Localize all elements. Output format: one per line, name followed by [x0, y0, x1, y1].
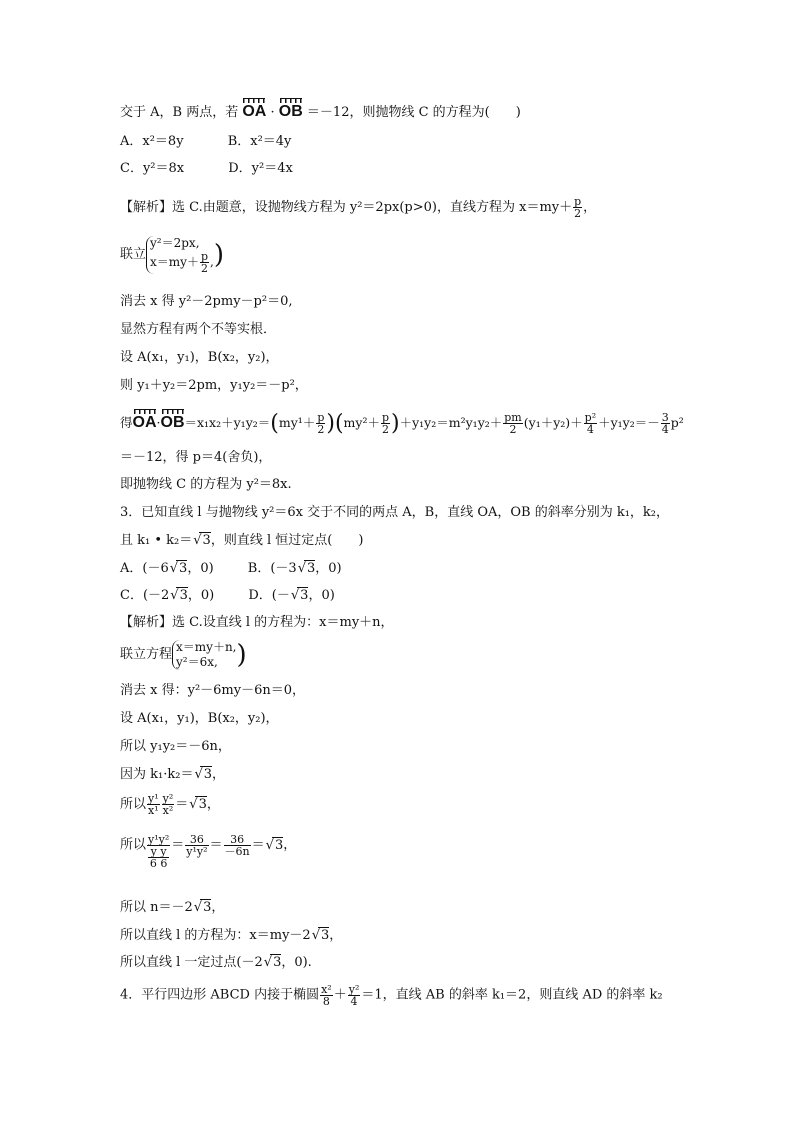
q3-solution-intro: 【解析】选 C.设直线 l 的方程为：x＝my＋n， [120, 615, 394, 630]
q2-solution-intro: 【解析】选 C.由题意，设抛物线方程为 y²＝2px(p>0)，直线方程为 x＝my＋ $\frac{p}{2}$ ， [120, 195, 597, 220]
q3-because: 因为 k₁·k₂＝√ 3， [120, 766, 225, 783]
q2-stem: 交于 A，B 两点，若 OA · OB ＝－12，则抛物线 C 的方程为( ) [120, 103, 521, 120]
q3-line-equation: 所以直线 l 的方程为：x＝my－2√ 3， [120, 927, 342, 944]
q2-system: 联立 y²＝2px, x＝my＋ $\frac{p}{2}$ , ) [120, 236, 224, 275]
q3-slope-product: 所以 $\frac{\text{y¹}}{\text{x¹}}$ $\frac{\text{y²}}{\text{x²}}$ ＝√ 3， [120, 793, 220, 816]
q4-stem: 4．平行四边形 ABCD 内接于椭圆 $\frac{\text{x²}}{8}$ ＋ $\frac{\text{y²}}{4}$ ＝1，直线 AB 的斜率 k₁＝2，则直线 AD 的斜率 k₂ [120, 983, 663, 1008]
option-d: D．(－√ 3，0) [248, 588, 334, 603]
option-a: A．x²＝8y [120, 134, 184, 149]
q3-options-row2 [120, 587, 335, 604]
q2-result: ＝－12，得 p＝4(舍负)， [120, 450, 272, 465]
q3-n-result: 所以 n＝－2√ 3， [120, 899, 224, 916]
q2-set-points: 设 A(x₁，y₁)，B(x₂，y₂)， [120, 350, 279, 365]
q3-fixed-point: 所以直线 l 一定过点(－2√ 3，0). [120, 954, 312, 971]
q3-system: 联立方程 x＝my＋n, y²＝6x, ) [120, 640, 247, 670]
option-a: A．(－6√ 3，0) [120, 561, 214, 576]
q2-options-row1 [120, 134, 291, 150]
equation-system: x＝my＋n, y²＝6x, [172, 640, 236, 670]
q3-product: 所以 y₁y₂＝－6n， [120, 739, 231, 754]
q2-vieta: 则 y₁＋y₂＝2pm，y₁y₂＝－p²， [120, 378, 308, 393]
option-c: C．y²＝8x [120, 161, 185, 176]
q3-set-points: 设 A(x₁，y₁)，B(x₂，y₂)， [120, 711, 279, 726]
option-b: B．(－3√ 3，0) [248, 561, 342, 576]
vector-ob: OB [278, 103, 303, 120]
equation-system: y²＝2px, x＝my＋ $\frac{p}{2}$ , [146, 236, 214, 274]
q3-options-row1 [120, 560, 342, 577]
option-d: D．y²＝4x [228, 161, 293, 176]
fraction-p-over-2: $\frac{p}{2}$ [574, 195, 582, 220]
q2-expansion: 得OA·OB＝x₁x₂＋y₁y₂＝(my¹＋ $\frac{p}{2}$ )(my²＋ $\frac{p}{2}$ )＋y₁y₂＝m²y₁y₂＋ $\frac{pm}{2}$ (y₁＋y₂)＋ $\frac{\text{p²}}{4}$ ＋y₁y₂＝－ $\frac{3}{4}$ p² [120, 411, 684, 436]
q2-answer: 即抛物线 C 的方程为 y²＝8x. [120, 477, 292, 492]
q3-stem-line2: 且 k₁ • k₂＝√ 3，则直线 l 恒过定点( ) [120, 532, 363, 549]
q2-two-roots: 显然方程有两个不等实根． [120, 322, 277, 337]
q3-substitution: 所以 y¹y² y y 6 6 ＝ $\frac{36}{\text{y¹y²}}$ ＝ $\frac{36}{-6n}$ ＝√ 3， [120, 834, 296, 869]
option-b: B．x²＝4y [227, 134, 292, 149]
sqrt-3: √ 3 [199, 532, 211, 549]
q2-eliminate: 消去 x 得 y²－2pmy－p²＝0, [120, 294, 293, 309]
q2-options-row2 [120, 161, 293, 177]
q3-eliminate: 消去 x 得：y²－6my－6n＝0， [120, 683, 306, 698]
q3-stem-line1: 3．已知直线 l 与抛物线 y²＝6x 交于不同的两点 A，B，直线 OA，OB 的斜率分别为 k₁，k₂， [120, 505, 670, 520]
vector-oa: OA [242, 103, 267, 120]
option-c: C．(－2√ 3，0) [120, 588, 214, 603]
